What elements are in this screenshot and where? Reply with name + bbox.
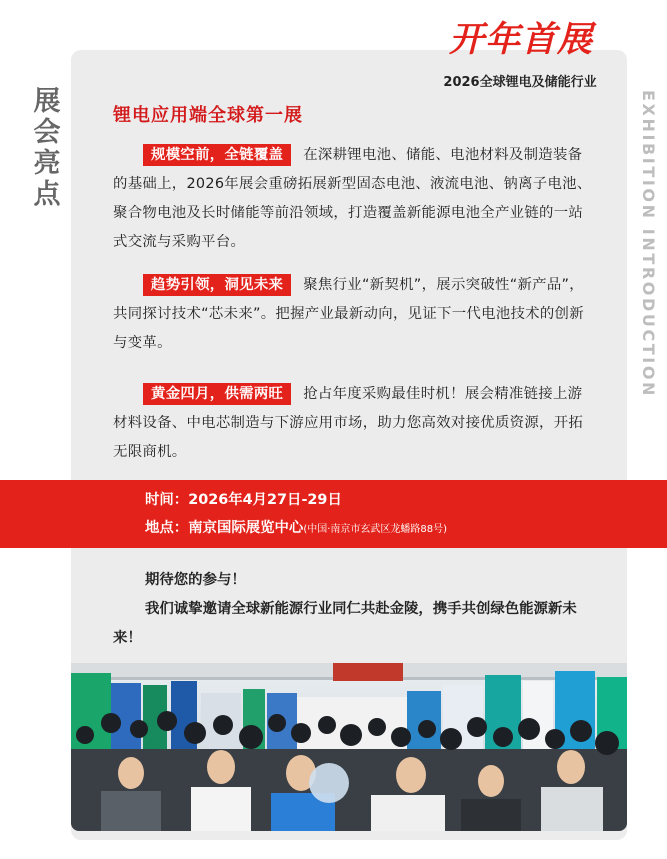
badge-title: 开年首展 <box>448 20 593 60</box>
time-value: 2026年4月27日-29日 <box>188 492 342 508</box>
invite-line2: 我们诚挚邀请全球新能源行业同仁共赴金陵，携手共创绿色能源新未来！ <box>113 601 577 646</box>
place-label: 地点： <box>145 520 189 536</box>
time-row <box>145 488 342 509</box>
place-value: 南京国际展览中心 <box>188 520 304 536</box>
invite-line1: 期待您的参与！ <box>145 572 246 588</box>
section-tag: 黄金四月，供需两旺 <box>143 383 291 405</box>
side-title-char: 展 <box>33 86 61 117</box>
section-scale <box>113 141 593 257</box>
side-title <box>30 86 64 210</box>
section-text: 聚焦行业“新契机”，展示突破性“新产品”，共同探讨技术“芯未来”。把握产业最新动向，见证下一代电池技术的创新与变革。 <box>113 277 584 351</box>
section-tag: 趋势引领，洞见未来 <box>143 274 291 296</box>
headline: 锂电应用端全球第一展 <box>113 105 303 126</box>
section-text: 抢占年度采购最佳时机！展会精准链接上游材料设备、中电芯制造与下游应用市场，助力您高效对接优质资源，开拓无限商机。 <box>113 386 584 460</box>
exhibition-crowd-photo <box>71 663 627 831</box>
badge-subtitle: 2026全球锂电及储能行业 <box>443 75 597 90</box>
side-title-char: 会 <box>33 117 61 148</box>
info-band <box>0 480 667 548</box>
place-detail: (中国·南京市玄武区龙蟠路88号) <box>303 524 448 535</box>
section-text: 在深耕锂电池、储能、电池材料及制造装备的基础上，2026年展会重磅拓展新型固态电池、液流电池、钠离子电池、聚合物电池及长时储能等前沿领域，打造覆盖新能源电池全产业链的一站式交流与采购平台。 <box>113 147 592 250</box>
time-label: 时间： <box>145 492 189 508</box>
section-trend <box>113 271 593 358</box>
section-april <box>113 380 593 467</box>
side-title-char: 点 <box>33 179 61 210</box>
place-row <box>145 516 447 537</box>
side-english-title: EXHIBITION INTRODUCTION <box>639 90 658 399</box>
side-title-char: 亮 <box>33 148 61 179</box>
section-tag: 规模空前，全链覆盖 <box>143 144 291 166</box>
